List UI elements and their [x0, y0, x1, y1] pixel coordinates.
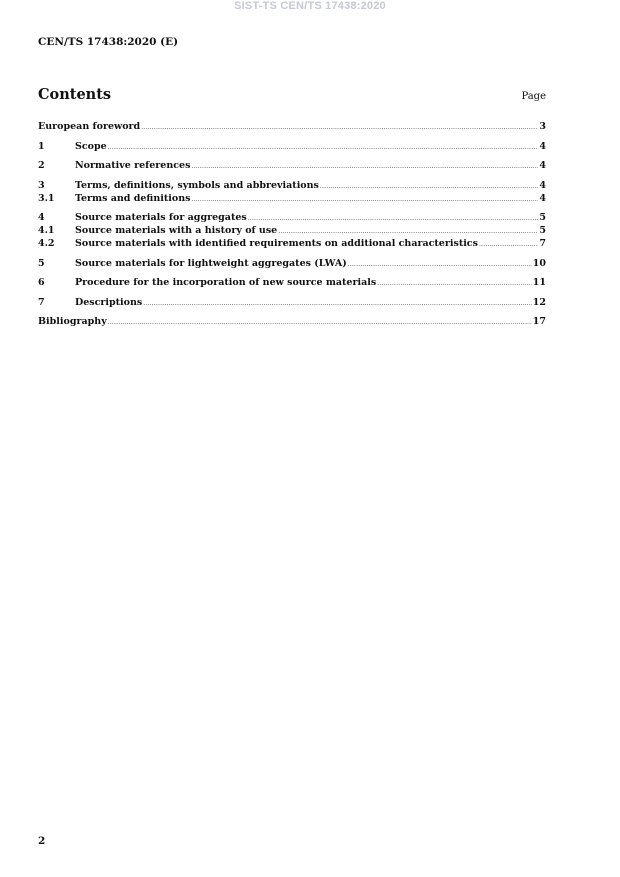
- toc-entry-page: 7: [539, 238, 546, 249]
- toc-entry-page: 11: [532, 277, 546, 288]
- toc-entry-number: 4: [38, 212, 45, 223]
- toc-entry-4[interactable]: [38, 211, 546, 224]
- toc-entry-number: 2: [38, 160, 45, 171]
- toc-entry-number: 6: [38, 277, 45, 288]
- toc-entry-page: 10: [532, 257, 546, 269]
- toc-entry-number: 4.2: [38, 238, 55, 249]
- toc-entry-4-2[interactable]: [38, 237, 546, 250]
- toc-entry-page: 5: [539, 212, 546, 223]
- toc-entry-number: 1: [38, 140, 45, 152]
- toc-entry-title: Procedure for the incorporation of new source materials: [75, 277, 377, 288]
- toc-entry-3-1[interactable]: [38, 192, 546, 205]
- page-number: 2: [38, 835, 46, 847]
- toc-entry-title: Source materials for aggregates: [75, 212, 247, 223]
- toc-entry-page: 5: [539, 225, 546, 236]
- toc-entry-page: 4: [539, 192, 546, 204]
- toc-entry-page: 4: [539, 160, 546, 171]
- toc-entry-title: Source materials with identified requirements on additional characteristics: [75, 238, 478, 249]
- toc-dot-leader: [141, 121, 538, 134]
- watermark-text: SIST-TS CEN/TS 17438:2020: [234, 0, 386, 12]
- toc-entry-number: 4.1: [38, 225, 55, 236]
- page-title: Contents: [38, 86, 112, 103]
- document-id-header: CEN/TS 17438:2020 (E): [38, 36, 179, 48]
- toc-entry-5[interactable]: [38, 257, 546, 270]
- page-column-label: Page: [521, 91, 546, 102]
- toc-dot-leader: [377, 277, 532, 290]
- toc-entry-title: Terms and definitions: [75, 192, 191, 204]
- toc-entry-page: 4: [539, 140, 546, 152]
- toc-entry-foreword[interactable]: [38, 120, 546, 133]
- toc-entry-title: European foreword: [38, 121, 141, 132]
- toc-dot-leader: [248, 212, 539, 225]
- toc-entry-2[interactable]: [38, 159, 546, 172]
- toc-entry-bibliography[interactable]: [38, 315, 546, 328]
- toc-entry-page: 12: [532, 296, 546, 308]
- toc-dot-leader: [191, 160, 538, 173]
- toc-entry-title: Bibliography: [38, 316, 107, 327]
- toc-dot-leader: [479, 238, 538, 251]
- toc-entry-title: Scope: [75, 140, 107, 152]
- toc-entry-6[interactable]: [38, 276, 546, 289]
- table-of-contents: [38, 120, 546, 328]
- toc-dot-leader: [348, 258, 532, 271]
- toc-entry-page: 17: [532, 316, 546, 327]
- toc-entry-page: 3: [539, 121, 546, 132]
- toc-entry-3[interactable]: [38, 179, 546, 192]
- toc-dot-leader: [143, 297, 532, 310]
- toc-entry-title: Source materials with a history of use: [75, 225, 278, 236]
- toc-dot-leader: [191, 193, 538, 206]
- toc-entry-title: Source materials for lightweight aggregates (LWA): [75, 257, 347, 269]
- toc-entry-number: 7: [38, 296, 45, 308]
- toc-entry-title: Normative references: [75, 160, 191, 171]
- toc-entry-number: 3.1: [38, 192, 55, 204]
- toc-dot-leader: [320, 180, 538, 193]
- toc-entry-1[interactable]: [38, 140, 546, 153]
- toc-entry-title: Terms, definitions, symbols and abbreviations: [75, 179, 319, 191]
- toc-entry-number: 5: [38, 257, 45, 269]
- toc-entry-title: Descriptions: [75, 296, 143, 308]
- toc-entry-page: 4: [539, 179, 546, 191]
- toc-entry-number: 3: [38, 179, 45, 191]
- toc-entry-4-1[interactable]: [38, 224, 546, 237]
- toc-entry-7[interactable]: [38, 296, 546, 309]
- toc-dot-leader: [108, 316, 532, 329]
- toc-dot-leader: [108, 141, 539, 154]
